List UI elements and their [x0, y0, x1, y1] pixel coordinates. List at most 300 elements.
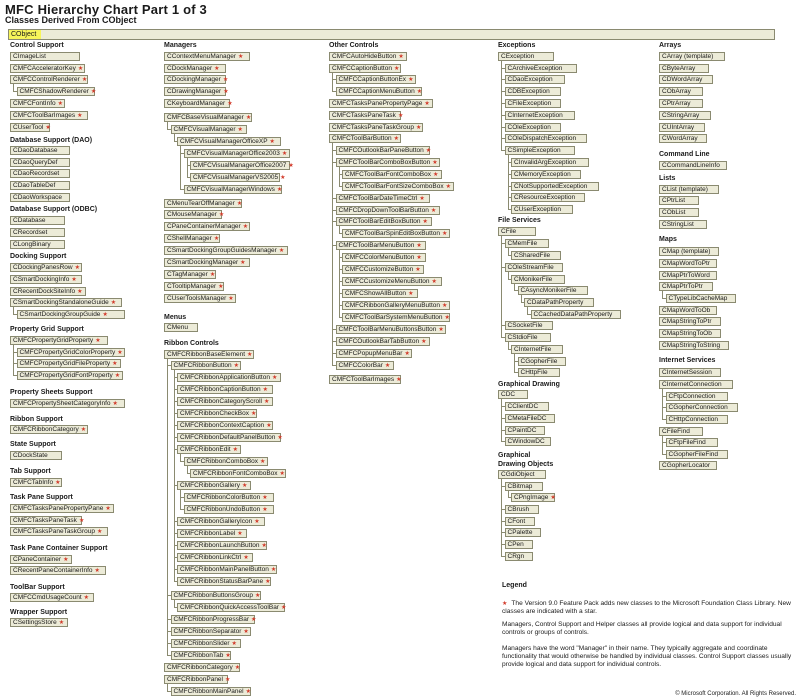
class-box[interactable]	[177, 541, 267, 550]
cobject-root-bar[interactable]	[8, 29, 775, 40]
class-box[interactable]	[177, 445, 241, 454]
class-box[interactable]	[659, 341, 729, 350]
copyright: © Microsoft Corporation. All Rights Reserved.	[675, 691, 796, 697]
class-box[interactable]	[511, 275, 565, 284]
class-box[interactable]	[336, 217, 432, 226]
class-name: CMFCToolBarMenuButton	[338, 242, 415, 249]
class-box[interactable]	[171, 591, 261, 600]
class-box[interactable]	[659, 380, 733, 389]
star-icon: ★	[222, 77, 229, 83]
class-box[interactable]	[177, 373, 281, 382]
class-box[interactable]	[164, 663, 240, 672]
class-box[interactable]	[505, 414, 555, 423]
class-name: CPalette	[507, 529, 533, 536]
star-icon: ★	[209, 272, 216, 278]
class-box[interactable]	[505, 552, 533, 561]
class-box[interactable]	[659, 220, 707, 229]
class-box[interactable]	[505, 64, 577, 73]
section-heading: File Services	[498, 217, 541, 224]
star-icon: ★	[408, 77, 414, 83]
class-box[interactable]	[342, 265, 424, 274]
connector-line	[514, 372, 518, 373]
class-box[interactable]	[336, 349, 412, 358]
class-box[interactable]	[177, 397, 273, 406]
class-name: CMapWordToPtr	[662, 260, 710, 267]
star-icon: ★	[254, 593, 261, 599]
class-box[interactable]	[10, 275, 82, 284]
star-icon: ★	[45, 125, 51, 131]
class-box[interactable]	[177, 433, 281, 442]
class-box[interactable]	[666, 450, 728, 459]
class-box[interactable]	[329, 99, 433, 108]
connector-line	[508, 497, 512, 498]
class-box[interactable]	[336, 158, 440, 167]
class-box[interactable]	[164, 99, 233, 108]
class-box[interactable]	[177, 481, 251, 490]
star-icon: ★	[83, 595, 90, 601]
class-box[interactable]	[329, 375, 401, 384]
class-box[interactable]	[164, 64, 226, 73]
class-box[interactable]	[17, 359, 121, 368]
class-box[interactable]	[336, 87, 422, 96]
star-icon: ★	[416, 89, 423, 95]
class-box[interactable]	[659, 247, 719, 256]
class-name: CMFCPropertyGridColorProperty	[19, 349, 116, 356]
class-box[interactable]	[666, 294, 736, 303]
class-box[interactable]	[164, 350, 254, 359]
class-box[interactable]	[10, 169, 70, 178]
class-box[interactable]	[164, 75, 229, 84]
class-name: CMFCShadowRenderer	[19, 88, 89, 95]
class-box[interactable]	[10, 425, 88, 434]
class-box[interactable]	[342, 170, 442, 179]
star-icon: ★	[110, 300, 117, 306]
star-icon: ★	[234, 665, 241, 671]
class-name: CMFCToolBarImages	[13, 112, 76, 119]
section-heading: Docking Support	[10, 253, 67, 260]
class-name: CFile	[501, 228, 517, 235]
star-icon: ★	[245, 115, 252, 121]
class-box[interactable]	[171, 615, 255, 624]
class-box[interactable]	[505, 437, 551, 446]
class-box[interactable]	[10, 158, 70, 167]
section-heading: Database Support (ODBC)	[10, 206, 98, 213]
class-box[interactable]	[659, 196, 699, 205]
star-icon: ★	[102, 312, 108, 318]
class-name: CMFCRibbonStatusBarPane	[180, 578, 264, 585]
star-icon: ★	[251, 411, 257, 417]
connector-line	[332, 143, 333, 366]
class-name: CSmartDockingManager	[167, 259, 239, 266]
class-name: CUserException	[514, 206, 561, 213]
star-icon: ★	[232, 447, 238, 453]
class-name: CMFCRibbonCategoryScroll	[180, 398, 262, 405]
class-box[interactable]	[17, 348, 125, 357]
star-icon: ★	[114, 373, 121, 379]
class-box[interactable]	[10, 504, 114, 513]
star-icon: ★	[432, 160, 438, 166]
star-icon: ★	[269, 139, 275, 145]
class-name: CUserToolsManager	[167, 295, 227, 302]
star-icon: ★	[261, 543, 267, 549]
class-box[interactable]	[164, 323, 198, 332]
class-name: CMFCRibbonLabel	[180, 530, 236, 537]
class-box[interactable]	[659, 99, 703, 108]
class-name: CMapWordToOb	[662, 307, 711, 314]
class-box[interactable]	[10, 527, 108, 536]
class-box[interactable]	[666, 392, 728, 401]
class-box[interactable]	[164, 234, 220, 243]
class-box[interactable]	[659, 52, 725, 61]
star-icon: ★	[94, 568, 100, 574]
class-name: CMFCFontInfo	[13, 100, 56, 107]
class-box[interactable]	[659, 368, 721, 377]
class-box[interactable]	[177, 137, 281, 146]
class-box[interactable]	[659, 185, 719, 194]
class-box[interactable]	[518, 357, 566, 366]
class-name: CSettingsStore	[13, 619, 57, 626]
star-icon: ★	[550, 495, 556, 501]
star-icon: ★	[105, 506, 111, 512]
class-box[interactable]	[342, 277, 442, 286]
class-box[interactable]	[184, 149, 290, 158]
star-icon: ★	[398, 54, 404, 60]
class-name: CMFCTasksPaneTaskGroup	[332, 124, 414, 131]
class-box[interactable]	[505, 134, 587, 143]
class-box[interactable]	[659, 208, 699, 217]
class-box[interactable]	[329, 52, 407, 61]
class-box[interactable]	[10, 75, 88, 84]
connector-line	[339, 186, 343, 187]
class-box[interactable]	[336, 206, 440, 215]
class-box[interactable]	[329, 111, 404, 120]
class-box[interactable]	[10, 399, 125, 408]
class-box[interactable]	[10, 240, 65, 249]
class-box[interactable]	[10, 228, 65, 237]
class-name: CMetaFileDC	[507, 415, 547, 422]
class-box[interactable]	[329, 64, 401, 73]
class-box[interactable]	[505, 517, 535, 526]
star-icon: ★	[396, 377, 402, 383]
class-name: CDockState	[13, 452, 48, 459]
class-name: CRecentPaneContainerInfo	[13, 567, 93, 574]
class-box[interactable]	[177, 577, 271, 586]
class-box[interactable]	[659, 259, 717, 268]
section-heading: Command Line	[659, 151, 710, 158]
class-box[interactable]	[518, 368, 560, 377]
class-name: CMFCToolBarFontComboBox	[345, 171, 431, 178]
class-box[interactable]	[10, 516, 85, 525]
class-box[interactable]	[659, 134, 707, 143]
class-box[interactable]	[184, 185, 282, 194]
class-box[interactable]	[164, 113, 252, 122]
class-box[interactable]	[505, 540, 533, 549]
class-box[interactable]	[10, 478, 62, 487]
class-name: CException	[501, 53, 535, 60]
class-box[interactable]	[531, 310, 621, 319]
class-name: CDatabase	[13, 217, 46, 224]
star-icon: ★	[277, 435, 283, 441]
star-icon: ★	[247, 352, 253, 358]
class-box[interactable]	[511, 182, 599, 191]
class-name: CSmartDockingGroupGuidesManager	[167, 247, 277, 254]
class-box[interactable]	[10, 216, 65, 225]
class-name: CMFCPropertySheetCategoryInfo	[13, 400, 111, 407]
star-icon: ★	[238, 54, 244, 60]
class-name: CDBException	[507, 88, 550, 95]
class-box[interactable]	[10, 193, 70, 202]
class-box[interactable]	[10, 52, 80, 61]
class-box[interactable]	[659, 111, 711, 120]
connector-line	[167, 655, 171, 656]
class-name: CMFCRibbonGalleryIcon	[180, 518, 253, 525]
class-box[interactable]	[659, 87, 703, 96]
class-box[interactable]	[329, 134, 401, 143]
class-box[interactable]	[505, 263, 563, 272]
class-box[interactable]	[10, 336, 108, 345]
class-box[interactable]	[164, 294, 236, 303]
class-box[interactable]	[505, 146, 575, 155]
class-box[interactable]	[511, 251, 561, 260]
class-box[interactable]	[505, 75, 565, 84]
class-box[interactable]	[10, 99, 65, 108]
class-box[interactable]	[524, 298, 594, 307]
class-box[interactable]	[511, 193, 585, 202]
class-name: CMemFile	[507, 240, 538, 247]
class-box[interactable]	[329, 123, 423, 132]
class-box[interactable]	[184, 493, 274, 502]
star-icon: ★	[97, 529, 103, 535]
class-box[interactable]	[505, 426, 545, 435]
star-icon: ★	[262, 387, 268, 393]
class-box[interactable]	[659, 282, 713, 291]
class-box[interactable]	[498, 227, 536, 236]
class-box[interactable]	[666, 438, 718, 447]
class-box[interactable]	[17, 87, 95, 96]
class-name: CWindowDC	[507, 438, 545, 445]
class-box[interactable]	[164, 246, 288, 255]
class-box[interactable]	[171, 361, 241, 370]
class-box[interactable]	[518, 286, 588, 295]
class-box[interactable]	[666, 403, 738, 412]
class-box[interactable]	[164, 199, 242, 208]
class-name: CStringArray	[662, 112, 700, 119]
class-name: CMFCAcceleratorKey	[13, 65, 76, 72]
class-box[interactable]	[184, 505, 274, 514]
class-box[interactable]	[511, 205, 573, 214]
class-box[interactable]	[498, 390, 528, 399]
star-icon: ★	[393, 136, 399, 142]
class-name: CMFCTasksPanePropertyPage	[332, 100, 423, 107]
class-box[interactable]	[10, 111, 88, 120]
star-icon: ★	[63, 557, 69, 563]
star-icon: ★	[242, 224, 249, 230]
star-icon: ★	[416, 243, 422, 249]
class-box[interactable]	[164, 87, 229, 96]
class-name: CCommandLineInfo	[662, 162, 720, 169]
connector-line	[501, 337, 505, 338]
class-box[interactable]	[336, 337, 430, 346]
class-box[interactable]	[505, 87, 561, 96]
class-box[interactable]	[505, 505, 539, 514]
connector-line	[180, 509, 184, 510]
class-name: CDaoWorkspace	[13, 194, 63, 201]
class-box[interactable]	[505, 333, 551, 342]
class-box[interactable]	[10, 555, 72, 564]
class-box[interactable]	[10, 64, 85, 73]
class-box[interactable]	[171, 687, 251, 696]
class-box[interactable]	[190, 469, 286, 478]
class-box[interactable]	[498, 470, 546, 479]
class-box[interactable]	[511, 158, 589, 167]
star-icon: ★	[432, 172, 439, 178]
connector-line	[332, 91, 336, 92]
class-box[interactable]	[511, 493, 555, 502]
class-box[interactable]	[659, 461, 717, 470]
star-icon: ★	[442, 231, 448, 237]
class-box[interactable]	[505, 321, 553, 330]
class-box[interactable]	[342, 253, 426, 262]
connector-line	[13, 375, 17, 376]
class-box[interactable]	[164, 282, 224, 291]
class-box[interactable]	[184, 457, 268, 466]
star-icon: ★	[74, 265, 81, 271]
class-box[interactable]	[177, 421, 273, 430]
class-box[interactable]	[10, 593, 94, 602]
connector-line	[662, 298, 666, 299]
class-box[interactable]	[10, 298, 122, 307]
class-box[interactable]	[342, 313, 450, 322]
class-box[interactable]	[336, 75, 416, 84]
class-box[interactable]	[10, 181, 70, 190]
class-box[interactable]	[171, 651, 231, 660]
class-box[interactable]	[177, 517, 265, 526]
class-box[interactable]	[177, 603, 285, 612]
class-box[interactable]	[659, 427, 703, 436]
star-icon: ★	[416, 125, 422, 131]
connector-line	[174, 581, 178, 582]
class-name: CMFCToolBarEditBoxButton	[338, 218, 421, 225]
class-box[interactable]	[505, 402, 549, 411]
class-box[interactable]	[342, 289, 418, 298]
class-box[interactable]	[336, 361, 394, 370]
class-box[interactable]	[505, 111, 575, 120]
class-box[interactable]	[659, 75, 713, 84]
class-box[interactable]	[164, 222, 250, 231]
star-icon: ★	[279, 471, 285, 477]
class-name: CPtrArray	[662, 100, 691, 107]
class-box[interactable]	[505, 528, 541, 537]
class-box[interactable]	[164, 675, 231, 684]
class-name: CMFCAutoHideButton	[332, 53, 397, 60]
class-name: CMonikerFile	[514, 276, 553, 283]
class-box[interactable]	[666, 415, 728, 424]
class-name: CMFCCustomizeButton	[345, 266, 414, 273]
class-box[interactable]	[505, 239, 549, 248]
class-box[interactable]	[659, 329, 721, 338]
class-name: CMapPtrToWord	[662, 272, 710, 279]
class-name: CDC	[501, 391, 516, 398]
class-box[interactable]	[10, 287, 86, 296]
class-box[interactable]	[190, 161, 294, 170]
class-box[interactable]	[177, 409, 257, 418]
class-box[interactable]	[659, 306, 717, 315]
class-box[interactable]	[17, 310, 125, 319]
class-box[interactable]	[505, 482, 543, 491]
class-box[interactable]	[164, 210, 225, 219]
class-box[interactable]	[336, 194, 430, 203]
class-box[interactable]	[659, 123, 705, 132]
class-box[interactable]	[164, 270, 216, 279]
class-box[interactable]	[171, 639, 241, 648]
class-box[interactable]	[659, 317, 721, 326]
class-box[interactable]	[177, 553, 253, 562]
class-name: CHttpConnection	[668, 416, 718, 423]
class-box[interactable]	[164, 258, 250, 267]
star-icon: ★	[421, 339, 427, 345]
class-box[interactable]	[177, 565, 277, 574]
class-name: COleDispatchException	[507, 135, 577, 142]
class-name: CAsyncMonikerFile	[520, 287, 577, 294]
connector-line	[501, 399, 502, 442]
connector-line	[180, 461, 184, 462]
class-box[interactable]	[190, 173, 286, 182]
class-box[interactable]	[10, 123, 50, 132]
class-box[interactable]	[336, 241, 426, 250]
star-icon: ★	[77, 113, 83, 119]
class-name: CContextMenuManager	[167, 53, 237, 60]
star-icon: ★	[419, 196, 425, 202]
class-box[interactable]	[10, 451, 62, 460]
star-icon: ★	[78, 518, 85, 524]
class-name: CMFCRibbonTab	[173, 652, 224, 659]
class-box[interactable]	[342, 182, 454, 191]
class-box[interactable]	[10, 146, 70, 155]
class-box[interactable]	[171, 627, 251, 636]
class-name: CGopherConnection	[668, 404, 728, 411]
class-name: CTooltipManager	[167, 283, 217, 290]
class-box[interactable]	[498, 52, 554, 61]
class-box[interactable]	[10, 566, 106, 575]
class-box[interactable]	[177, 529, 247, 538]
class-box[interactable]	[511, 170, 581, 179]
class-box[interactable]	[342, 229, 450, 238]
class-box[interactable]	[177, 385, 273, 394]
star-icon: ★	[218, 212, 225, 218]
class-name: CFont	[507, 518, 526, 525]
class-box[interactable]	[10, 263, 82, 272]
class-box[interactable]	[505, 123, 561, 132]
class-box[interactable]	[505, 99, 561, 108]
class-box[interactable]	[659, 271, 717, 280]
class-box[interactable]	[10, 618, 68, 627]
class-box[interactable]	[164, 52, 250, 61]
class-box[interactable]	[17, 371, 123, 380]
class-box[interactable]	[659, 64, 709, 73]
class-name: CDataPathProperty	[527, 299, 584, 306]
class-box[interactable]	[342, 301, 450, 310]
class-box[interactable]	[171, 125, 247, 134]
class-name: CMFCTasksPanePropertyPane	[13, 505, 104, 512]
connector-line	[174, 607, 178, 608]
section-heading: Graphical Drawing	[498, 381, 560, 388]
class-box[interactable]	[336, 146, 430, 155]
class-box[interactable]	[659, 161, 727, 170]
class-box[interactable]	[336, 325, 446, 334]
star-icon: ★	[228, 296, 234, 302]
class-box[interactable]	[511, 345, 563, 354]
class-name: CMFCToolBarFontSizeComboBox	[345, 183, 444, 190]
